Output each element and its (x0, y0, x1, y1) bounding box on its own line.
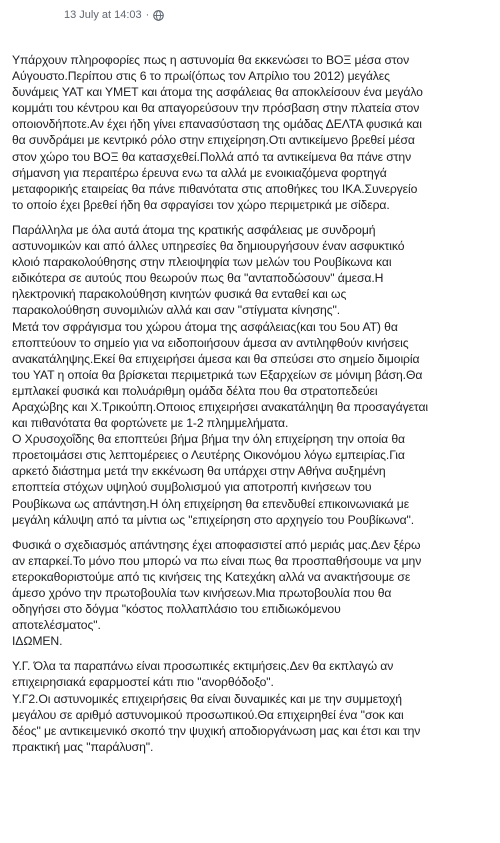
post-meta (0, 0, 500, 30)
post-text-line: μεταφορικής εταιρείας θα πάνε πιθανότατα στις αποθήκες του ΙΚΑ.Συνεργείο (12, 181, 418, 196)
post-text-line: κομμάτι του κέντρου και θα απαγορεύσουν την πρόσβαση στην πλατεία στον (12, 101, 420, 116)
post-paragraph (12, 52, 492, 213)
post-text-line: οδηγήσει στο δόγμα "κόστος πολλαπλάσιο του επιδιωκόμενου (12, 602, 341, 617)
post-text-line: Παράλληλα με όλα αυτά άτομα της κρατικής ασφάλειας με συνδρομή (12, 222, 376, 237)
post-text-line: Αραχώβης και Χ.Τρικούπη.Οποιος επιχειρήσει ανακατάληψη θα προσαγάγεται (12, 399, 429, 414)
post-text-line: εμπλακεί φυσικά και πολυάριθμη ομάδα δέλτα που θα στρατοπεδεύει (12, 383, 378, 398)
post-text-line: ετεροκαθοριστούμε από τις κινήσεις της Κατεχάκη αλλά να ανακτήσουμε σε (12, 569, 411, 584)
post-text-line: επιχειρησιακά εφαρμοστεί κάτι πιο "ανορθόδοξο". (12, 675, 274, 690)
post-text-line: Υ.Γ. Όλα τα παραπάνω είναι προσωπικές εκτιμήσεις.Δεν θα εκπλαγώ αν (12, 659, 394, 674)
post-text-line: μεγάλη κάλυψη από τα μίντια ως "επιχείρηση στο αρχηγείο του Ρουβίκωνα". (12, 512, 415, 527)
post-text-line: στον χώρο του ΒΟΞ θα κατασχεθεί.Πολλά από τα αντικείμενα θα πάνε στην (12, 149, 412, 164)
post-text-line: του ΥΑΤ η οποία θα βρίσκεται περιμετρικά των Εξαρχείων σε μόνιμη βάση.Θα (12, 367, 423, 382)
post-text-line: δέος" με αντικειμενικό σκοπό την ψυχική αποδιοργάνωση μας και έτσι και την (12, 723, 421, 738)
post-text-line: άμεσο χρόνο την πρωτοβουλία των κινήσεων.Μια πρωτοβουλία που θα (12, 586, 392, 600)
post-text-line: θα συνδράμει με κεντρικό ρόλο στην επιχείρηση.Οτι αντικείμενο βρεθεί μέσα (12, 133, 415, 148)
post-paragraph (12, 658, 492, 755)
post-text-line: ΙΔΩΜΕΝ. (12, 634, 63, 649)
post-body (12, 52, 492, 755)
globe-icon[interactable] (153, 10, 164, 21)
post-text-line: αν επαρκεί.Το μόνο που μπορώ να πω είναι πως θα προσπαθήσουμε να μην (12, 553, 422, 568)
post-text-line: Ρουβίκωνα ως απάντηση.Η όλη επιχείρηση θα επενδυθεί επικοινωνιακά με (12, 496, 410, 511)
post-text-line: Φυσικά ο σχεδιασμός απάντησης έχει αποφασιστεί από μεριάς μας.Δεν ξέρω (12, 537, 421, 552)
post-text-line: το οποίο έχει βρεθεί ήδη θα σφραγίσει τον χώρο περιμετρικά με σίδερα. (12, 197, 390, 212)
post-text-line: Ο Χρυσοχοΐδης θα εποπτεύει βήμα βήμα την όλη επιχείρηση την οποία θα (12, 432, 405, 447)
post-text-line: ηλεκτρονική παρακολούθηση κινητών φυσικά θα ενταθεί και ως (12, 287, 347, 302)
post-text-line: σήμανση για περαιτέρω έρευνα ενω τα αλλά με ενοικιαζόμενα φορτηγά (12, 165, 387, 180)
post-text-line: και πιθανότατα θα φορτώνετε με 1-2 πλημμελήματα. (12, 416, 289, 431)
post-text-line: οποιονδήποτε.Αν έχει ήδη γίνει επανασύσταση της ομάδας ΔΕΛΤΑ φυσικά και (12, 117, 422, 132)
post-text-line: κλοιό παρακολούθησης στην πλειοψηφία των μελών του Ρουβίκωνα και (12, 255, 392, 270)
post-paragraph (12, 222, 492, 528)
post-text-line: προετοιμάσει στις λεπτομέρειες ο Λευτέρης Οικονόμου λόγω εμπειρίας.Για (12, 448, 405, 463)
post-text-line: Αύγουστο.Περίπου στις 6 το πρωί(όπως τον Απρίλιο του 2012) μεγάλες (12, 69, 390, 84)
post-text-line: ανακατάληψης.Εκεί θα επιχειρήσει άμεσα και θα σπεύσει στο σημείο διμοιρία (12, 351, 420, 366)
post-text-line: εποπτεύουν το σημείο για να ειδοποιήσουν άμεσα αν αντιληφθούν κινήσεις (12, 335, 409, 350)
post-paragraph (12, 537, 492, 650)
post-text-line: παρακολούθηση συνομιλιών αλλά και σαν "στίγματα κίνησης". (12, 303, 341, 318)
post-text-line: Υπάρχουν πληροφορίες πως η αστυνομία θα εκκενώσει το ΒΟΞ μέσα στον (12, 53, 410, 67)
post-text-line: δυνάμεις ΥΑΤ και ΥΜΕΤ και άτομα της ασφάλειας θα αποκλείσουν ένα μεγάλο (12, 85, 423, 100)
post-text-line: πρακτική μας "παράλυση". (12, 739, 154, 754)
meta-separator: · (145, 9, 150, 21)
post-text-line: αποτελέσματος". (12, 618, 101, 633)
post-text-line: εποπτεία στόχων υψηλού συμβολισμού για αποτροπή κινήσεων του (12, 480, 372, 495)
post-timestamp[interactable]: 13 July at 14:03 (64, 9, 142, 21)
post-text-line: ειδικότερα σε αυτούς που θεωρούν πως θα "ανταποδώσουν" άμεσα.Η (12, 271, 384, 286)
post-text-line: αρκετό διάστημα μετά την εκκένωση θα υπάρχει στην Αθήνα αυξημένη (12, 464, 386, 479)
post-text-line: μεγάλου σε αριθμό αστυνομικού προσωπικού.Θα επιχειρηθεί ένα "σοκ και (12, 707, 404, 722)
post-text-line: Υ.Γ2.Οι αστυνομικές επιχειρήσεις θα είναι δυναμικές και με την συμμετοχή (12, 691, 402, 706)
post-text-line: αστυνομικών και από άλλες υπηρεσίες θα δημιουργήσουν έναν ασφυκτικό (12, 239, 405, 254)
post-text-line: Μετά τον σφράγισμα του χώρου άτομα της ασφάλειας(και του 5ου ΑΤ) θα (12, 319, 398, 334)
